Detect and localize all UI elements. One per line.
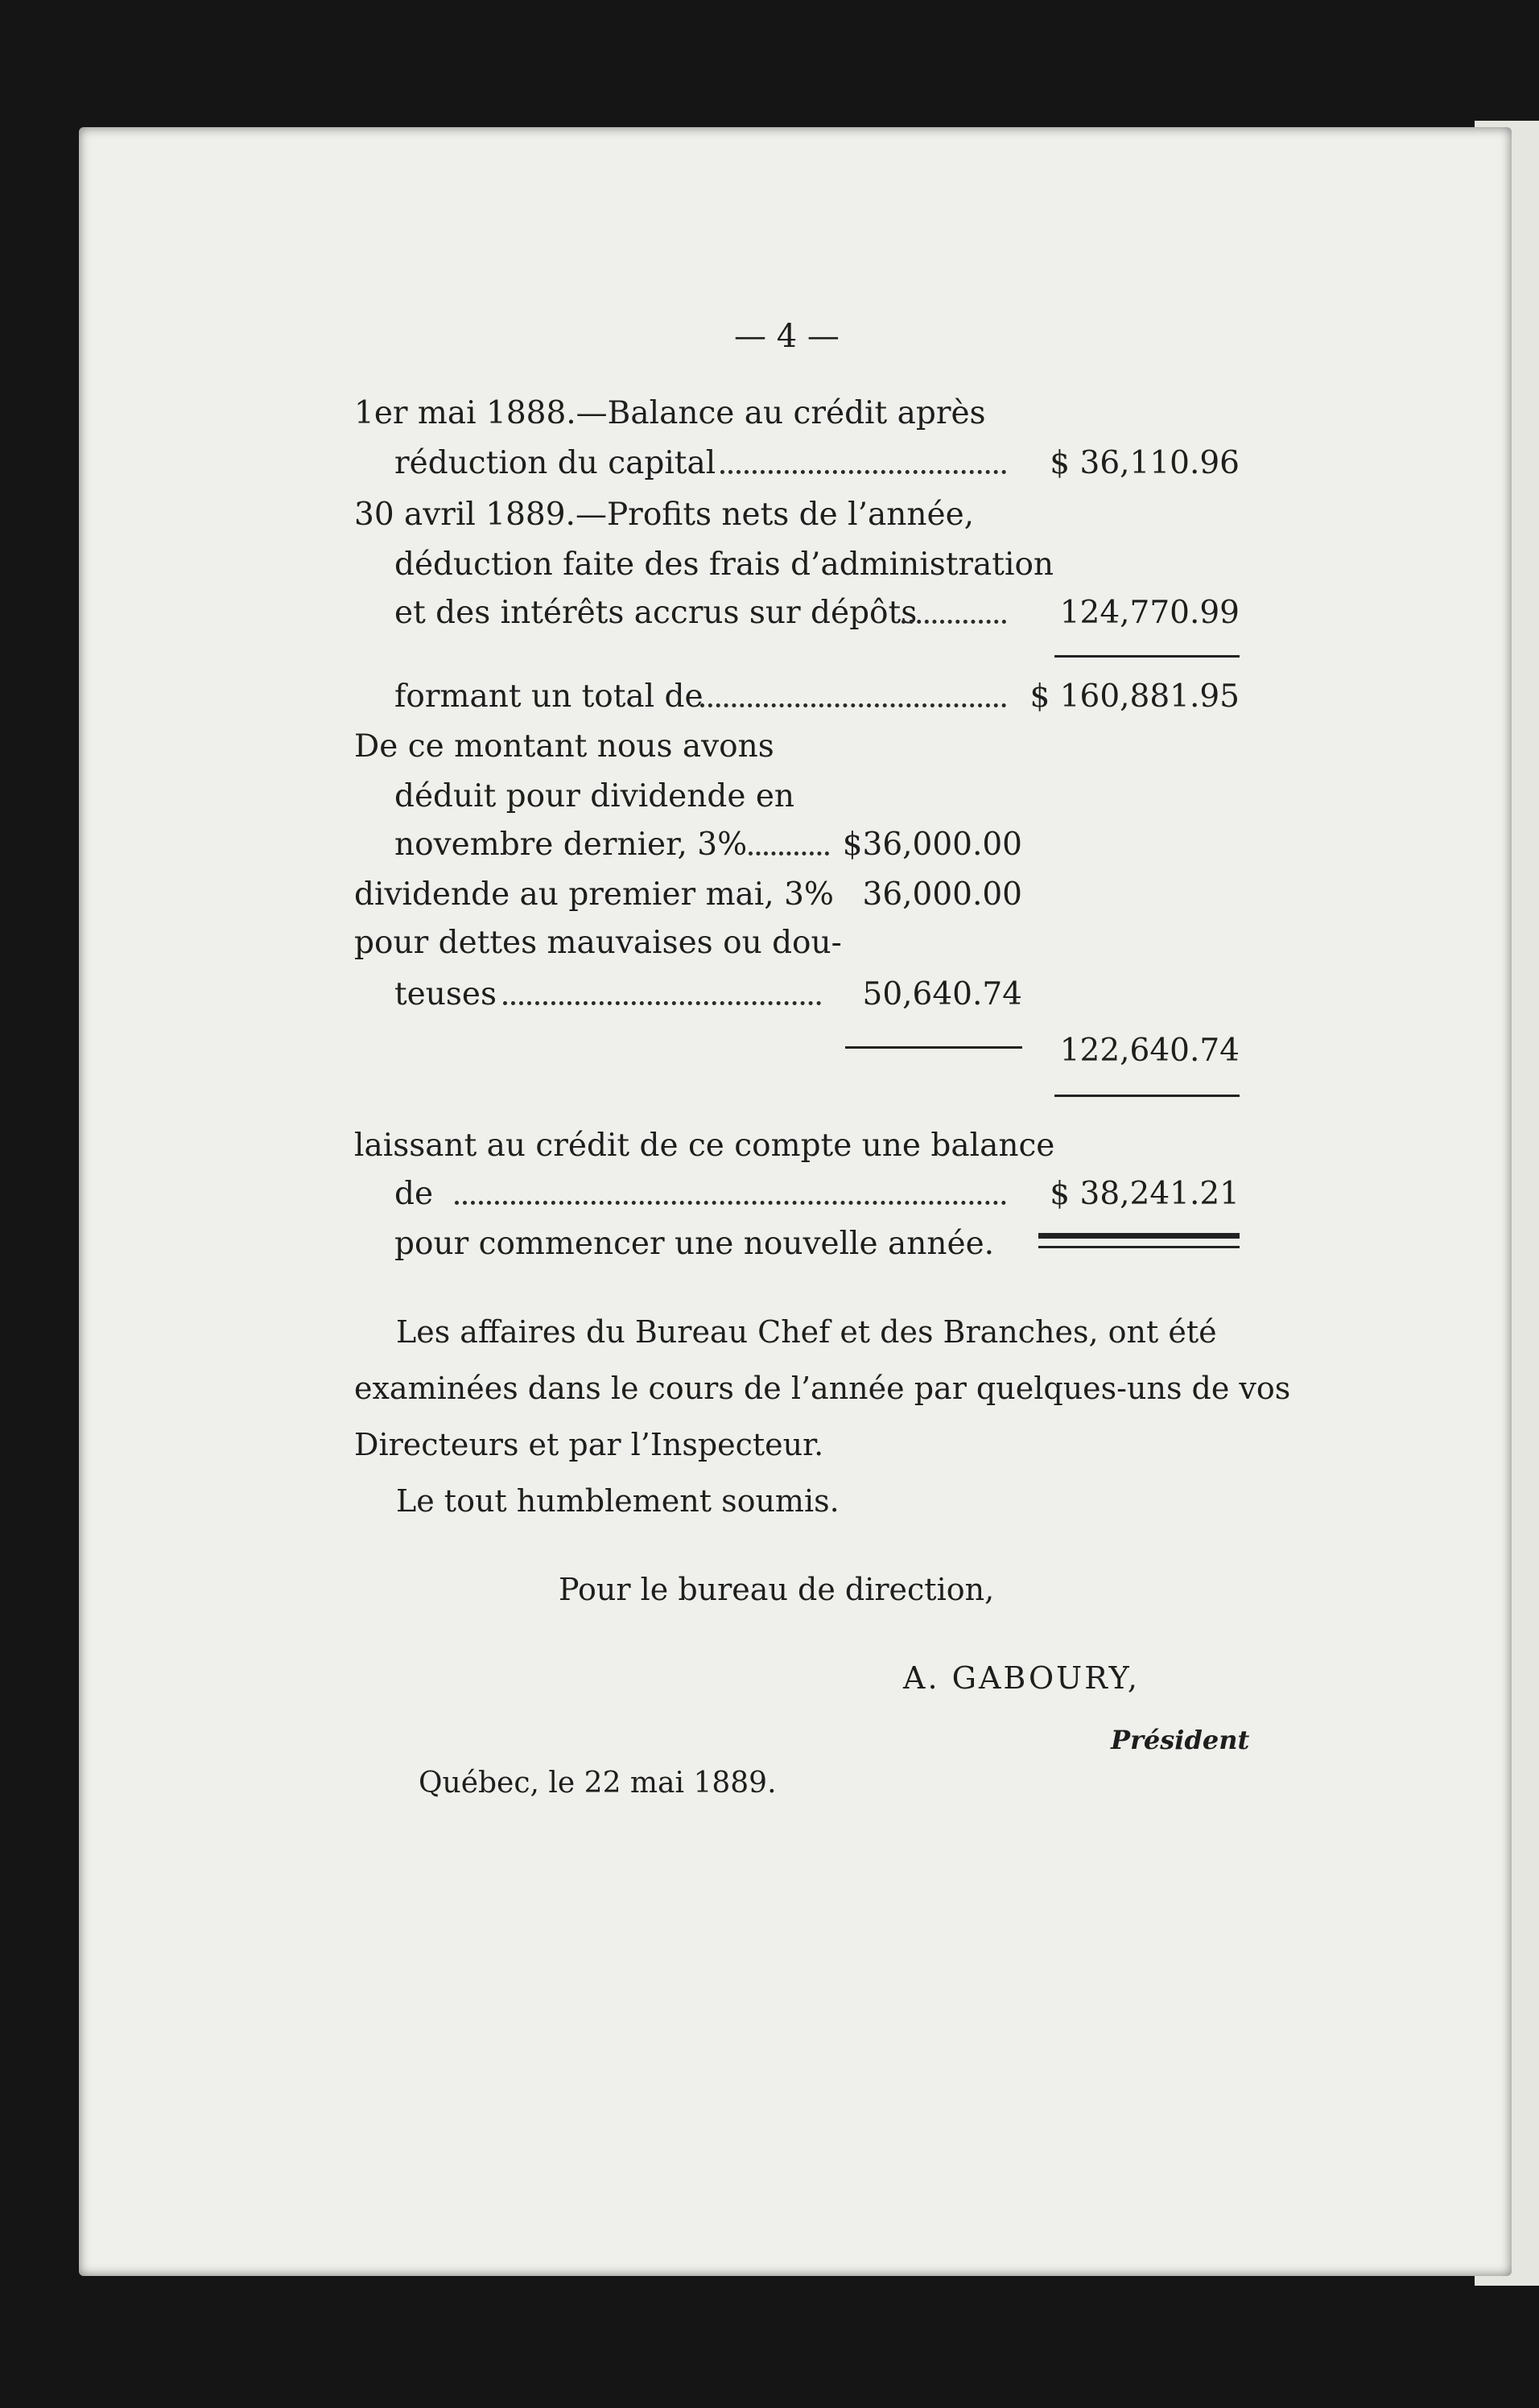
- statement-line-4: déduction faite des frais d’administration: [394, 546, 1054, 583]
- page-number: — 4 —: [734, 318, 840, 355]
- amount-dividend-may: 36,000.00: [862, 876, 1022, 913]
- leader-dots: [700, 703, 1006, 707]
- statement-line-3: 30 avril 1889.—Profits nets de l’année,: [354, 497, 975, 533]
- sum-rule: [1054, 1095, 1240, 1097]
- amount-net-profits: 124,770.99: [1059, 595, 1240, 631]
- statement-line-2: réduction du capital: [394, 445, 716, 481]
- closing-remark: Le tout humblement soumis.: [396, 1483, 840, 1519]
- statement-line-10: dividende au premier mai, 3%: [354, 876, 834, 913]
- signatory-name: A. GABOURY,: [903, 1660, 1140, 1696]
- statement-line-8: déduit pour dividende en: [394, 778, 795, 814]
- statement-line-9: novembre dernier, 3%: [394, 827, 748, 863]
- leader-dots: [503, 1001, 821, 1005]
- statement-line-15: de: [394, 1176, 434, 1212]
- leader-dots: [749, 851, 829, 856]
- statement-line-7: De ce montant nous avons: [354, 728, 774, 765]
- statement-line-5: et des intérêts accrus sur dépôts: [394, 595, 918, 631]
- statement-line-16: pour commencer une nouvelle année.: [394, 1226, 995, 1262]
- place-and-date: Québec, le 22 mai 1889.: [419, 1767, 777, 1800]
- statement-line-11: pour dettes mauvaises ou dou-: [354, 925, 842, 961]
- amount-balance-1889: $ 38,241.21: [1050, 1176, 1240, 1212]
- double-rule-top: [1038, 1233, 1240, 1239]
- paragraph-line-1: Les affaires du Bureau Chef et des Branches, ont été: [396, 1314, 1217, 1350]
- amount-bad-debts: 50,640.74: [862, 976, 1022, 1012]
- amount-balance-1888: $ 36,110.96: [1050, 445, 1240, 481]
- paragraph-line-3: Directeurs et par l’Inspecteur.: [354, 1427, 824, 1462]
- double-rule-bottom: [1038, 1246, 1240, 1248]
- signatory-title: Président: [1111, 1725, 1250, 1755]
- amount-deductions-total: 122,640.74: [1059, 1033, 1240, 1069]
- amount-total: $ 160,881.95: [1029, 678, 1240, 715]
- sum-rule: [845, 1046, 1022, 1049]
- closing-salutation: Pour le bureau de direction,: [559, 1572, 995, 1607]
- paragraph-line-2: examinées dans le cours de l’année par quelques-uns de vos: [354, 1371, 1291, 1406]
- statement-line-14: laissant au crédit de ce compte une balance: [354, 1128, 1055, 1164]
- leader-dots: [720, 470, 1006, 474]
- leader-dots: [455, 1201, 1006, 1205]
- statement-line-1: 1er mai 1888.—Balance au crédit après: [354, 395, 986, 431]
- sum-rule: [1054, 655, 1240, 658]
- leader-dots: [902, 620, 1006, 624]
- amount-dividend-november: $36,000.00: [842, 827, 1022, 863]
- statement-line-12: teuses: [394, 976, 497, 1012]
- statement-line-6: formant un total de: [394, 678, 703, 715]
